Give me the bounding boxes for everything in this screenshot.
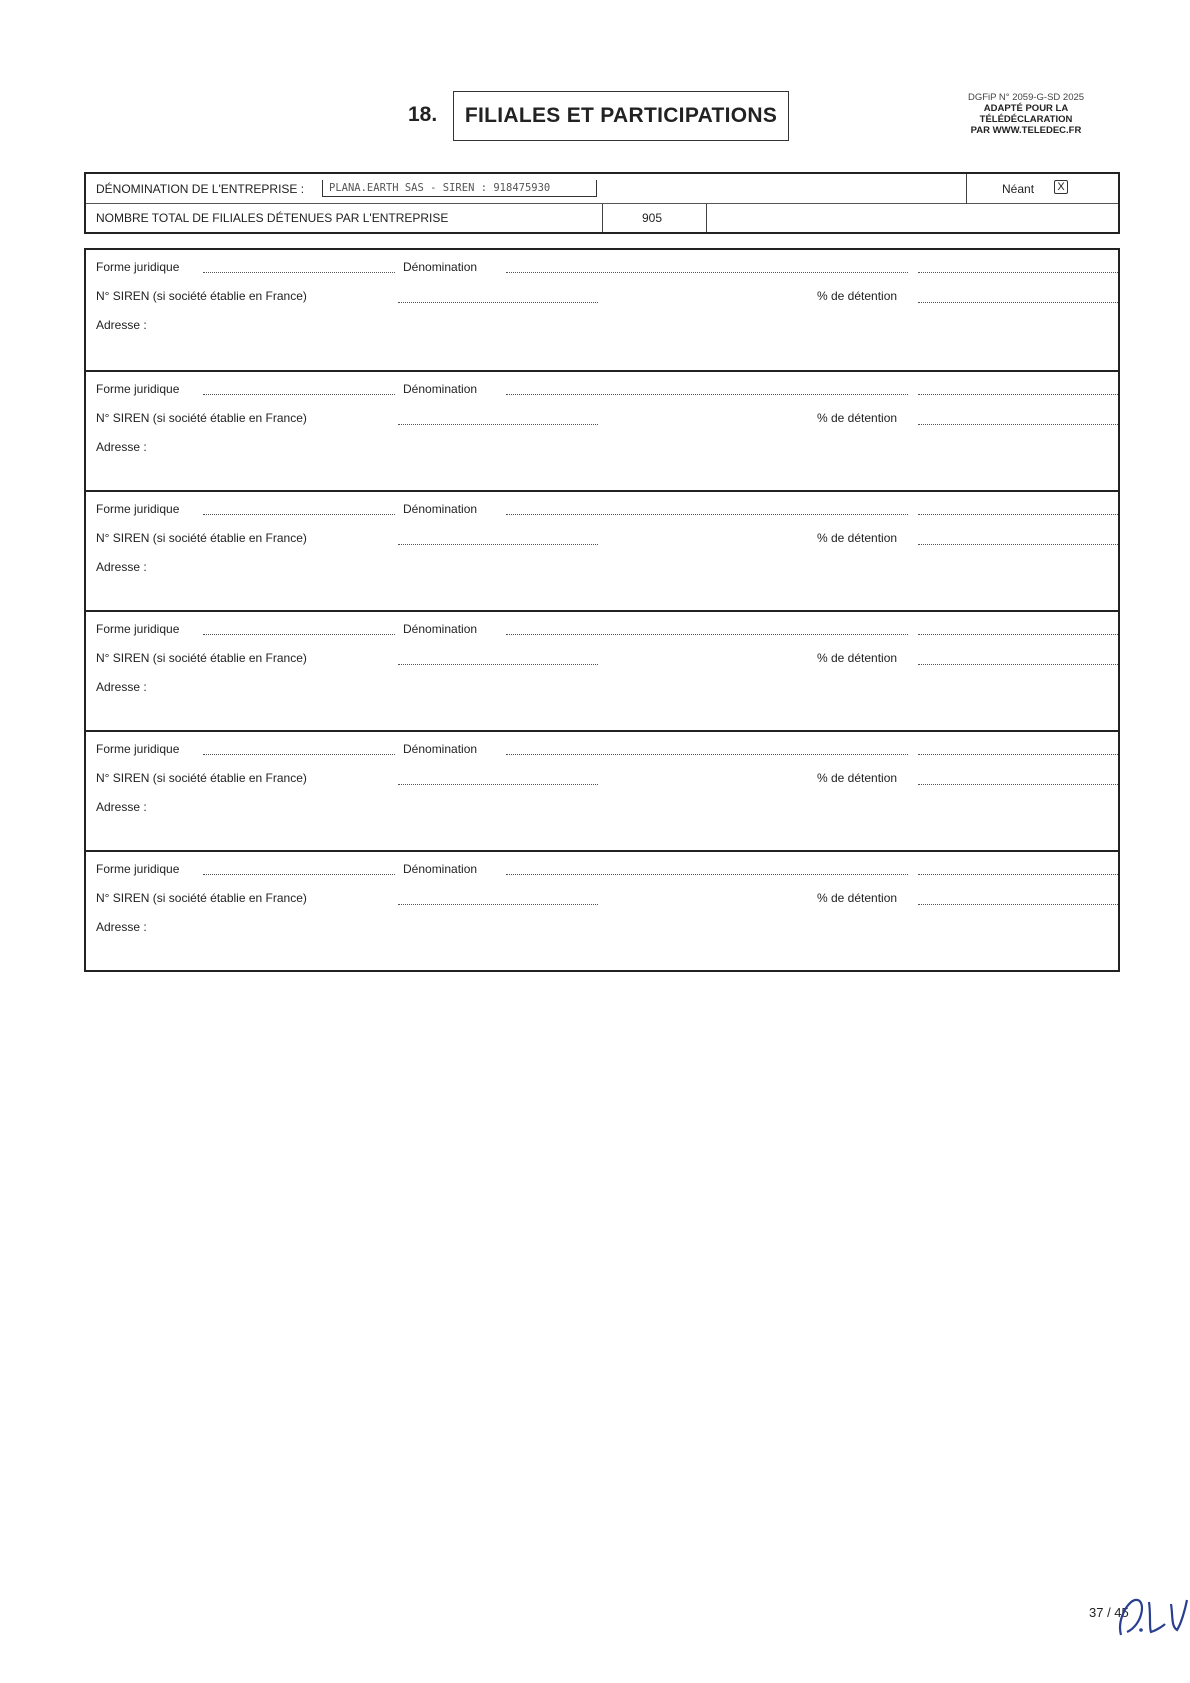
denomination-field[interactable]: [506, 394, 908, 395]
detention-label: % de détention: [817, 771, 898, 785]
ref-line-4: PAR WWW.TELEDEC.FR: [970, 125, 1082, 136]
denomination-field-2[interactable]: [918, 874, 1118, 875]
detention-field[interactable]: [918, 302, 1118, 303]
denomination-label: Dénomination: [403, 382, 478, 396]
form-reference: [936, 92, 1116, 136]
neant-label: Néant: [1002, 182, 1035, 196]
forme-field[interactable]: [203, 754, 395, 755]
siren-label: N° SIREN (si société établie en France): [96, 891, 307, 905]
ref-line-3: TÉLÉDÉCLARATION: [979, 114, 1073, 125]
detention-field[interactable]: [918, 904, 1118, 905]
denomination-label: Dénomination: [403, 862, 478, 876]
forme-label: Forme juridique: [96, 862, 180, 876]
form-number: 18.: [408, 103, 438, 126]
siren-label: N° SIREN (si société établie en France): [96, 771, 307, 785]
ref-line-1: DGFiP N° 2059-G-SD 2025: [967, 92, 1085, 103]
adresse-label: Adresse :: [96, 440, 147, 454]
page-number: 37 / 45: [1089, 1605, 1129, 1620]
denomination-field[interactable]: [506, 634, 908, 635]
total-label: NOMBRE TOTAL DE FILIALES DÉTENUES PAR L'ENTREPRISE: [96, 211, 449, 225]
detention-field[interactable]: [918, 664, 1118, 665]
subsidiary-block-2: [86, 370, 1118, 490]
denomination-field-2[interactable]: [918, 514, 1118, 515]
divider: [602, 204, 603, 232]
forme-label: Forme juridique: [96, 742, 180, 756]
adresse-label: Adresse :: [96, 920, 147, 934]
ref-line-2: ADAPTÉ POUR LA: [983, 103, 1069, 114]
denomination-field-2[interactable]: [918, 272, 1118, 273]
company-name-label: DÉNOMINATION DE L'ENTREPRISE :: [96, 182, 305, 196]
siren-field[interactable]: [398, 424, 598, 425]
denomination-field-2[interactable]: [918, 394, 1118, 395]
detention-label: % de détention: [817, 411, 898, 425]
denomination-field[interactable]: [506, 514, 908, 515]
siren-label: N° SIREN (si société établie en France): [96, 531, 307, 545]
total-row: [86, 204, 1118, 232]
denomination-field-2[interactable]: [918, 754, 1118, 755]
forme-label: Forme juridique: [96, 382, 180, 396]
denomination-field[interactable]: [506, 272, 908, 273]
detention-label: % de détention: [817, 289, 898, 303]
detention-field[interactable]: [918, 424, 1118, 425]
siren-field[interactable]: [398, 544, 598, 545]
forme-field[interactable]: [203, 874, 395, 875]
neant-checkbox[interactable]: X: [1054, 180, 1068, 194]
subsidiary-block-4: [86, 610, 1118, 730]
adresse-label: Adresse :: [96, 560, 147, 574]
denomination-label: Dénomination: [403, 260, 478, 274]
siren-field[interactable]: [398, 784, 598, 785]
company-name-field[interactable]: PLANA.EARTH SAS - SIREN : 918475930: [322, 180, 597, 197]
adresse-label: Adresse :: [96, 680, 147, 694]
total-value[interactable]: 905: [642, 211, 663, 225]
signature-icon: [1113, 1580, 1190, 1640]
forme-field[interactable]: [203, 514, 395, 515]
siren-field[interactable]: [398, 904, 598, 905]
subsidiary-block-3: [86, 490, 1118, 610]
company-name-row: [86, 174, 1118, 204]
subsidiaries-table: [84, 248, 1120, 972]
divider: [706, 204, 707, 232]
detention-label: % de détention: [817, 651, 898, 665]
forme-field[interactable]: [203, 394, 395, 395]
adresse-label: Adresse :: [96, 800, 147, 814]
siren-label: N° SIREN (si société établie en France): [96, 651, 307, 665]
detention-label: % de détention: [817, 891, 898, 905]
detention-field[interactable]: [918, 544, 1118, 545]
subsidiary-block-1: [86, 250, 1118, 370]
siren-label: N° SIREN (si société établie en France): [96, 289, 307, 303]
denomination-label: Dénomination: [403, 502, 478, 516]
denomination-label: Dénomination: [403, 742, 478, 756]
siren-field[interactable]: [398, 302, 598, 303]
detention-field[interactable]: [918, 784, 1118, 785]
siren-field[interactable]: [398, 664, 598, 665]
denomination-field-2[interactable]: [918, 634, 1118, 635]
company-table: [84, 172, 1120, 234]
detention-label: % de détention: [817, 531, 898, 545]
denomination-field[interactable]: [506, 874, 908, 875]
forme-label: Forme juridique: [96, 260, 180, 274]
page-title: FILIALES ET PARTICIPATIONS: [453, 91, 789, 141]
adresse-label: Adresse :: [96, 318, 147, 332]
subsidiary-block-6: [86, 850, 1118, 970]
forme-field[interactable]: [203, 272, 395, 273]
siren-label: N° SIREN (si société établie en France): [96, 411, 307, 425]
forme-label: Forme juridique: [96, 622, 180, 636]
forme-field[interactable]: [203, 634, 395, 635]
denomination-field[interactable]: [506, 754, 908, 755]
denomination-label: Dénomination: [403, 622, 478, 636]
forme-label: Forme juridique: [96, 502, 180, 516]
divider: [966, 174, 967, 204]
subsidiary-block-5: [86, 730, 1118, 850]
